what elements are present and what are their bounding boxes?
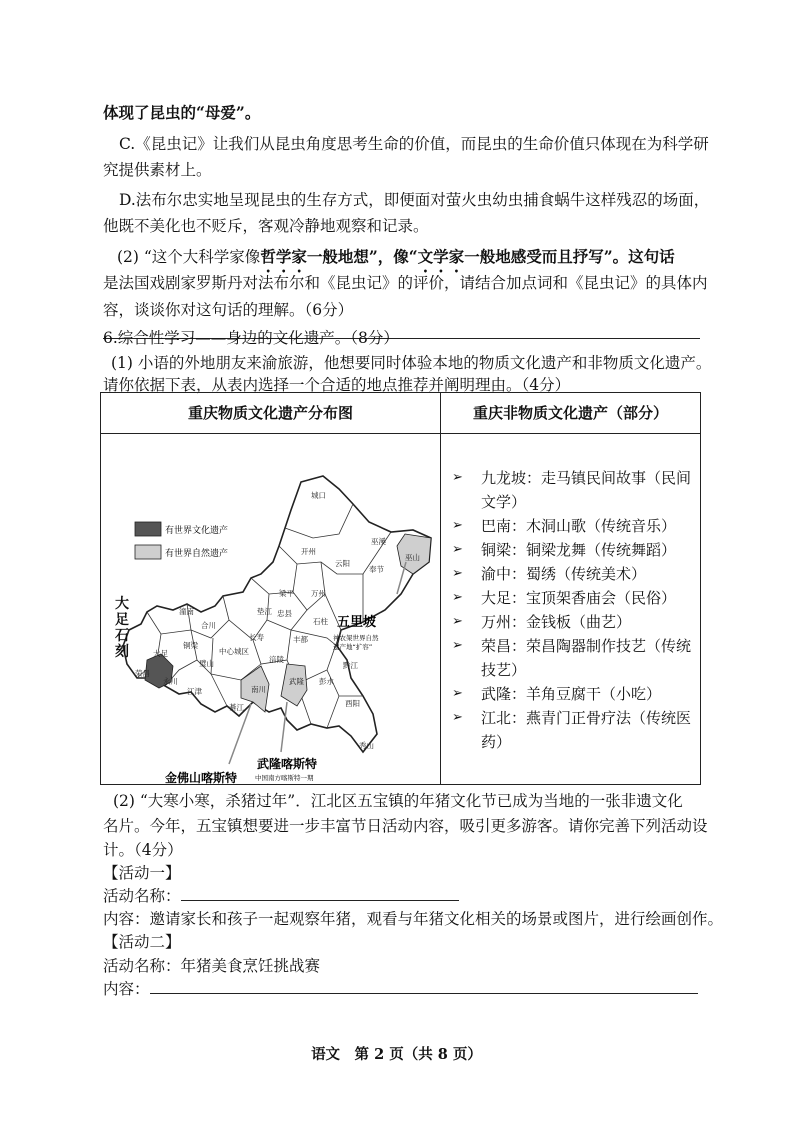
question-2-line1: (2) “这个大科学家像哲学家一般地想”，像“文学家一般地感受而且抒写”。这句话 (117, 247, 675, 266)
wulipo-label: 五里坡 (337, 615, 377, 630)
heritage-list-item (452, 514, 702, 538)
district-label: 铜梁 (183, 641, 198, 650)
heritage-list-item (452, 466, 702, 514)
district-label: 大足 (153, 649, 168, 658)
district-label: 酉阳 (345, 699, 360, 708)
emphasis-word-writer: 文学家 (417, 247, 465, 266)
district-label: 秀山 (359, 741, 374, 750)
arrow-bullet-icon: ➢ (452, 614, 463, 629)
district-label: 城口 (311, 491, 326, 500)
table-header-intangible: 重庆非物质文化遗产（部分） (441, 393, 701, 434)
q6-part1-line1: (1) 小语的外地朋友来渝旅游，他想要同时体验本地的物质文化遗产和非物质文化遗产。 (111, 354, 712, 372)
chongqing-heritage-map (101, 434, 441, 784)
district-label: 合川 (201, 621, 216, 630)
district-label: 万州 (311, 589, 326, 598)
activity-2-content-row (103, 976, 698, 1003)
district-label: 荣昌 (135, 669, 150, 678)
district-label: 中心城区 (219, 647, 249, 656)
text-line: 体现了昆虫的“母爱”。 (103, 103, 261, 122)
heritage-item-continuation: 药） (481, 733, 512, 751)
activity-2-heading: 【活动二】 (103, 933, 181, 951)
district-label: 云阳 (335, 559, 350, 568)
heritage-list-item (452, 682, 702, 706)
district-label: 梁平 (279, 589, 294, 598)
district-label: 彭水 (319, 677, 334, 686)
district-label: 綦江 (229, 703, 244, 712)
district-label: 巫山 (405, 553, 420, 562)
district-label: 石柱 (313, 617, 328, 626)
heritage-item-continuation: 技艺） (481, 661, 527, 679)
wulong-note: 中国南方喀斯特一期 (255, 774, 314, 782)
heritage-item-text: 武隆：羊角豆腐干（小吃） (481, 685, 662, 703)
district-label: 长寿 (249, 633, 264, 642)
district-label: 黔江 (343, 661, 358, 670)
legend-culture-label: 有世界文化遗产 (165, 526, 229, 536)
question-2-line2: 是法国戏剧家罗斯丹对法布尔和《昆虫记》的评价，请结合加点词和《昆虫记》的具体内 (103, 274, 708, 292)
district-label: 巫溪 (371, 537, 386, 546)
activity-1-name-label: 活动名称： (103, 887, 181, 905)
heritage-list-item (452, 586, 702, 610)
heritage-item-continuation: 文学） (481, 493, 527, 511)
district-label: 江津 (187, 687, 202, 696)
activity-2-content-blank[interactable] (150, 979, 698, 994)
jinfo-label: 金佛山喀斯特 (165, 771, 238, 784)
q6-part1-line2: 请你依据下表，从表内选择一个合适的地点推荐并阐明理由。（4分） (103, 376, 571, 394)
option-c-line2: 究提供素材上。 (103, 161, 212, 179)
district-label: 永川 (163, 677, 178, 686)
heritage-item-text: 万州：金钱板（曲艺） (481, 613, 632, 631)
option-d-line2: 他既不美化也不贬斥，客观冷静地观察和记录。 (103, 217, 429, 235)
heritage-item-text: 九龙坡：走马镇民间故事（民间 (481, 469, 692, 487)
arrow-bullet-icon: ➢ (452, 686, 463, 701)
wulipo-note: 神农架世界自然遗产地“扩容” (333, 634, 379, 651)
heritage-list-item (452, 610, 702, 634)
district-label: 垫江 (257, 607, 272, 616)
emphasis-word-philosopher: 哲学家 (260, 247, 307, 266)
activity-1-heading: 【活动一】 (103, 864, 181, 882)
arrow-bullet-icon: ➢ (452, 470, 463, 485)
district-label: 丰都 (293, 635, 308, 644)
q6-part2-line2: 名片。今年，五宝镇想要进一步丰富节日活动内容，吸引更多游客。请你完善下列活动设 (103, 817, 708, 835)
page-footer: 语文 第 2 页（共 8 页） (311, 1046, 482, 1063)
map-cell (101, 434, 441, 785)
wulong-label: 武隆喀斯特 (257, 757, 318, 771)
legend-nature-swatch (135, 545, 161, 559)
q6-part2-line3: 计。（4分） (103, 841, 183, 859)
q6-part2-line1: (2) “大寒小寒，杀猪过年”．江北区五宝镇的年猪文化节已成为当地的一张非遗文化 (113, 792, 683, 810)
option-c-line1: C.《昆虫记》让我们从昆虫角度思考生命的价值，而昆虫的生命价值只体现在为科学研 (119, 135, 709, 153)
heritage-item-text: 渝中：蜀绣（传统美术） (481, 565, 647, 583)
table-header-material: 重庆物质文化遗产分布图 (101, 393, 441, 434)
district-label: 潼南 (179, 607, 194, 616)
legend-culture-swatch (135, 522, 161, 536)
heritage-list-item (452, 562, 702, 586)
district-label: 涪陵 (269, 655, 284, 664)
dazu-label: 大足石刻 (115, 596, 129, 660)
activity-1-content: 内容：邀请家长和孩子一起观察年猪，观看与年猪文化相关的场景或图片，进行绘画创作。 (103, 910, 724, 928)
arrow-bullet-icon: ➢ (452, 590, 463, 605)
intangible-heritage-list (452, 466, 702, 754)
arrow-bullet-icon: ➢ (452, 710, 463, 725)
question-6-title: 6.综合性学习——身边的文化遗产。（8分） (103, 329, 399, 347)
heritage-item-text: 荣昌：荣昌陶器制作技艺（传统 (481, 637, 692, 655)
heritage-list-item (452, 538, 702, 562)
district-label: 璧山 (199, 659, 214, 668)
arrow-bullet-icon: ➢ (452, 542, 463, 557)
heritage-item-text: 巴南：木洞山歌（传统音乐） (481, 517, 677, 535)
heritage-item-text: 江北：燕青门正骨疗法（传统医 (481, 709, 692, 727)
arrow-bullet-icon: ➢ (452, 518, 463, 533)
heritage-list-item (452, 634, 702, 682)
district-label: 武隆 (289, 677, 304, 686)
activity-1-name-blank[interactable] (181, 886, 459, 901)
activity-2-content-label: 内容： (103, 980, 150, 998)
question-2-line3: 容，谈谈你对这句话的理解。（6分） (103, 301, 354, 319)
district-label: 南川 (251, 685, 266, 694)
legend-nature-label: 有世界自然遗产 (165, 549, 229, 559)
arrow-bullet-icon: ➢ (452, 638, 463, 653)
heritage-list-item (452, 706, 702, 754)
district-label: 忠县 (277, 609, 292, 618)
option-d-line1: D.法布尔忠实地呈现昆虫的生存方式，即便面对萤火虫幼虫捕食蜗牛这样残忍的场面， (119, 191, 710, 209)
district-label: 开州 (301, 547, 316, 556)
activity-2-name: 活动名称：年猪美食烹饪挑战赛 (103, 957, 321, 975)
district-label: 奉节 (369, 565, 384, 574)
heritage-item-text: 铜梁：铜梁龙舞（传统舞蹈） (481, 541, 677, 559)
heritage-item-text: 大足：宝顶架香庙会（民俗） (481, 589, 677, 607)
arrow-bullet-icon: ➢ (452, 566, 463, 581)
